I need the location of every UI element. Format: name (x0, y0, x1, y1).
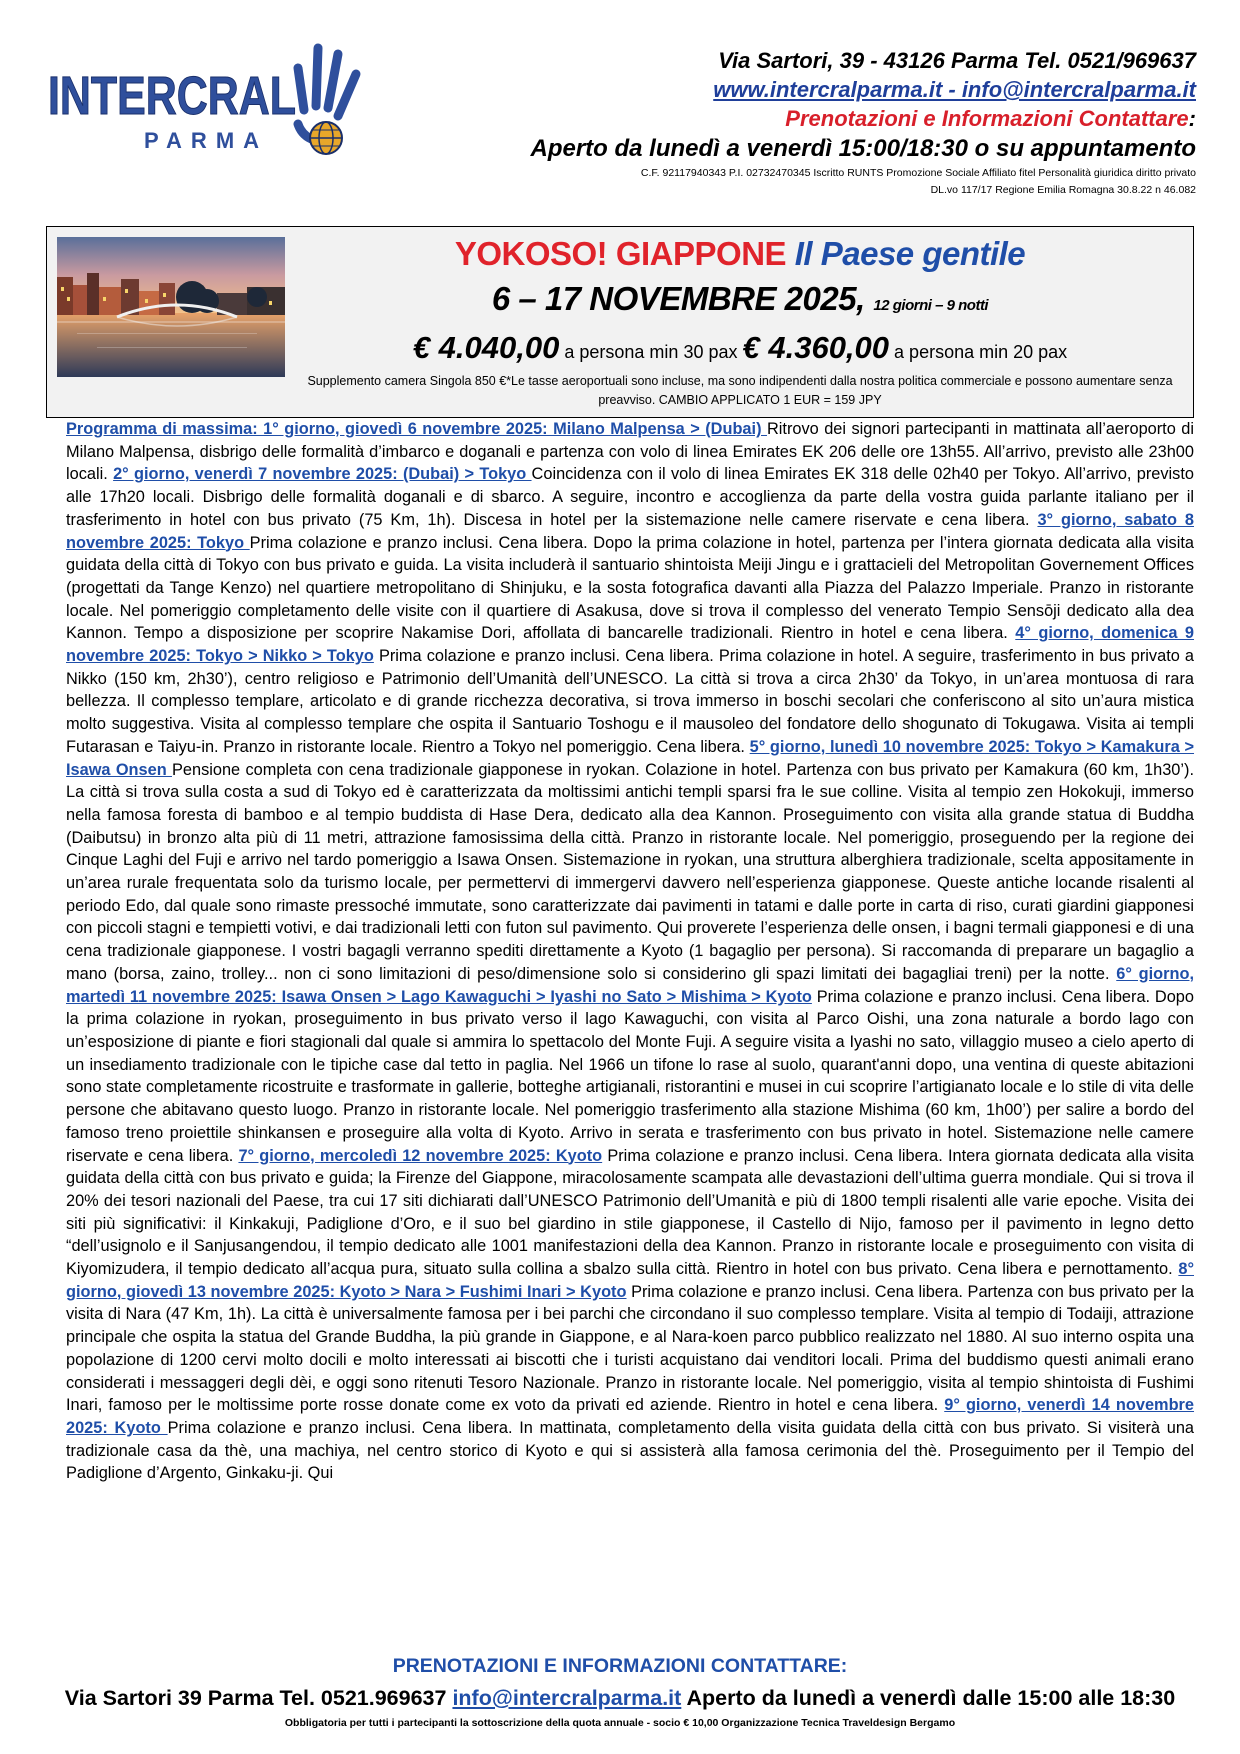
footer-email-link[interactable]: info@intercralparma.it (452, 1686, 682, 1710)
day-2-heading[interactable]: 2° giorno, venerdì 7 novembre 2025: (Dubai) > Tokyo (113, 465, 532, 484)
day-5-text: Pensione completa con cena tradizionale giapponese in ryokan. Colazione in hotel. Partenza con bus privato per Kamakura (60 km, 1h30’). La città si trova sulla costa a sud di Tokyo ed è caratterizzata da moltissimi antichi templi sparsi fra le sue colline. Visita al tempio zen Hokokuji, immerso nella famosa foresta di bamboo e al tempio buddista di Hase Dera, dedicato alla dea Kannon. Proseguimento con visita alla grande statua di Buddha (Daibutsu) in bronzo alta più di 11 metri, attrazione famosissima della città. Pranzo in ristorante locale. Nel pomeriggio, proseguendo per la regione dei Cinque Laghi del Fuji e arrivo nel tardo pomeriggio a Isawa Onsen. Sistemazione in ryokan, una struttura alberghiera tradizionale, scelta appositamente in un’area rurale frequentata solo da turismo locale, per permettervi di immergervi davvero nell’esperienza giapponese. Queste antiche locande risalenti al periodo Edo, dal quale sono rimaste pressoché immutate, sono caratterizzate dai pavimenti in tatami e dalle porte in carta di riso, curati giardini giapponesi con piccoli stagni e tempietti votivi, e dai tradizionali letti con futon sul pavimento. Qui proverete l’esperienza delle onsen, i bagni termali giapponesi e di una cena tradizionale giapponese. I vostri bagagli verranno spediti direttamente a Kyoto (1 bagaglio per persona). Si raccomanda di preparare un bagaglio a mano (borsa, zaino, trolley... non ci sono limitazioni di peso/dimensione solo si considerino gli spazi limitati dei bagagliai treni) per la notte. (66, 760, 1194, 983)
day-6-heading[interactable]: 6° giorno, martedì 11 novembre 2025: Isawa Onsen > Lago Kawaguchi > Iyashi no Sato > Mishima > Kyoto (66, 964, 1194, 1006)
trip-tagline: Il Paese gentile (794, 235, 1026, 272)
logo-subtext: PARMA (144, 128, 269, 153)
day-1-text: Ritrovo dei signori partecipanti in mattinata all’aeroporto di Milano Malpensa, disbrigo delle formalità d’imbarco e doganali e partenza con volo di linea Emirates EK 206 delle ore 13h55. All’arrivo, previsto alle 23h00 locali. (66, 420, 1194, 484)
day-9-text: Prima colazione e pranzo inclusi. Cena libera. In mattinata, completamento della visita guidata della città con bus privato. Si visiterà una tradizionale casa da thè, una machiya, nel centro storico di Kyoto e qui si assisterà alla famosa cerimonia del thè. Proseguimento per il Tempio del Padiglione d’Argento, Ginkaku-ji. Qui (66, 1418, 1194, 1483)
day-1-heading[interactable]: Programma di massima: 1° giorno, giovedì 6 novembre 2025: Milano Malpensa > (Dubai) (66, 420, 767, 438)
footer-address: Via Sartori 39 Parma Tel. 0521.969637 (64, 1686, 453, 1710)
day-6-text: Prima colazione e pranzo inclusi. Cena libera. Dopo la prima colazione in ryokan, proseguimento in bus privato verso il lago Kawaguchi, con visita al Parco Oishi, una zona naturale a bordo lago con un’esposizione di piante e fiori stagionali dal quale si ammira lo spettacolo del Monte Fuji. A seguire visita a Iyashi no sato, villaggio museo a cielo aperto di un insediamento tradizionale con le tipiche case dal tetto in paglia. Nel 1966 un tifone lo rase al suolo, quarant'anni dopo, una ventina di queste abitazioni sono state completamente ricostruite e trasformate in gallerie, botteghe artigianali, ristorantini e musei in cui scoprire l’artigianato locale e lo stile di vita delle persone che abitavano questo luogo. Pranzo in ristorante locale. Nel pomeriggio trasferimento alla stazione Mishima (60 km, 1h00’) per salire a bordo del famoso treno proiettile shinkansen e proseguire alla volta di Kyoto. Arrivo in serata e trasferimento con bus privato in hotel. Sistemazione nelle camere riservate e cena libera. (66, 987, 1194, 1165)
footer-contacts (40, 1681, 1200, 1715)
day-7-heading[interactable]: 7° giorno, mercoledì 12 novembre 2025: Kyoto (238, 1146, 603, 1165)
footer-note: Obbligatoria per tutti i partecipanti la sottoscrizione della quota annuale - socio € 10,00 Organizzazione Tecnica Traveldesign Bergamo (284, 1717, 956, 1729)
footer-heading: PRENOTAZIONI E INFORMAZIONI CONTATTARE: (392, 1655, 848, 1677)
footer-hours: Aperto da lunedì a venerdì dalle 15:00 alle 18:30 (681, 1686, 1176, 1710)
day-8-heading[interactable]: 8° giorno, giovedì 13 novembre 2025: Kyoto > Nara > Fushimi Inari > Kyoto (66, 1260, 1194, 1301)
header-legal-1: C.F. 92117940343 P.I. 02732470345 Iscritto RUNTS Promozione Sociale Affiliato fitel Personalità giuridica diritto privato (640, 167, 1196, 179)
price-30-pax-label: a persona min 30 pax (564, 342, 738, 362)
day-4-heading[interactable]: 4° giorno, domenica 9 novembre 2025: Tokyo > Nikko > Tokyo (66, 624, 1195, 666)
globe-icon (310, 122, 342, 154)
header-web-link[interactable]: www.intercralparma.it - info@intercralparma.it (713, 77, 1196, 102)
price-20-pax: € 4.360,00 (742, 330, 890, 365)
trip-dates-line (297, 277, 1183, 328)
itinerary-text (66, 418, 1194, 1485)
logo-text: INTERCRAL (48, 66, 296, 126)
day-7-text: Prima colazione e pranzo inclusi. Cena libera. Intera giornata dedicata alla visita guidata della città con bus privato e guida; la Firenze del Giappone, miracolosamente scampata alle devastazioni dell’ultima guerra mondiale. Qui si trova il 20% dei tesori nazionali del Paese, tra cui 17 siti dichiarati dall’UNESCO Patrimonio dell’Umanità e più di 1800 templi risalenti alle varie epoche. Visita dei siti più significativi: il Kinkakuji, Padiglione d’Oro, e il suo bel giardino in stile giapponese, il Castello di Nijo, famoso per il pavimento in legno detto “dell’usignolo e il Sanjusangendou, il tempio dedicato alle 1001 manifestazioni della dea Kannon. Pranzo in ristorante locale e proseguimento con visita di Kiyomizudera, il tempio dedicato all’acqua pura, situato sulla collina a sbalzo sulla città. Rientro in hotel con bus privato. Cena libera e pernottamento. (66, 1146, 1194, 1279)
day-3-text: Prima colazione e pranzo inclusi. Cena libera. Dopo la prima colazione in hotel, partenza per l’intera giornata dedicata alla visita guidata della città di Tokyo con bus privato e guida. La visita includerà il santuario shintoista Meiji Jingu e i grattacieli del Metropolitan Governement Offices (progettati da Tange Kenzo) nel quartiere metropolitano di Shinjuku, e la sosta fotografica davanti alla Piazza del Palazzo Imperiale. Pranzo in ristorante locale. Nel pomeriggio completamento delle visite con il quartiere di Asakusa, dove si trova il complesso del venerato Tempio Sensōji dedicato alla dea Kannon. Tempo a disposizione per scoprire Nakamise Dori, affollata di bancarelle tradizionali. Rientro in hotel e cena libera. (66, 533, 1194, 643)
day-2-text: Coincidenza con il volo di linea Emirates EK 318 delle 02h40 per Tokyo. All’arrivo, previsto alle 17h20 locali. Disbrigo delle formalità doganali e di sbarco. A seguire, incontro e accoglienza da parte della vostra guida parlante italiano per il trasferimento in hotel con bus privato (75 Km, 1h). Discesa in hotel per la sistemazione nelle camere riservate e cena libera. (66, 465, 1194, 529)
trip-duration: 12 giorni – 9 notti (873, 297, 989, 314)
price-30-pax: € 4.040,00 (412, 330, 560, 365)
day-5-heading[interactable]: 5° giorno, lunedì 10 novembre 2025: Tokyo > Kamakura > Isawa Onsen (66, 737, 1195, 779)
day-4-text: Prima colazione e pranzo inclusi. Cena libera. Prima colazione in hotel. A seguire, trasferimento in bus privato a Nikko (150 km, 2h30’), centro religioso e Patrimonio dell’Umanità dell’UNESCO. La città si trova a circa 2h30’ da Tokyo, in un’area montuosa di rara bellezza. Il complesso templare, articolato e di grande ricchezza decorativa, si trova immerso in boschi secolari che conferiscono al sito un’aura mistica molto suggestiva. Visita al complesso templare che ospita il Santuario Toshogu e il mausoleo del fondatore dello shogunato di Tokugawa. Visita ai templi Futarasan e Taiyu-in. Pranzo in ristorante locale. Rientro a Tokyo nel pomeriggio. Cena libera. (66, 647, 1194, 756)
trip-title (297, 231, 1183, 277)
header-legal-2: DL.vo 117/17 Regione Emilia Romagna 30.8.22 n 46.082 (930, 184, 1196, 196)
trip-prices (297, 328, 1183, 372)
trip-dates: 6 – 17 NOVEMBRE 2025, (491, 280, 865, 317)
header-hours: Aperto da lunedì a venerdì 15:00/18:30 o su appuntamento (530, 135, 1196, 162)
title-area (297, 227, 1183, 410)
price-note: Supplemento camera Singola 850 €*Le tasse aeroportuali sono incluse, ma sono indipendenti dalla nostra politica commerciale e possono aumentare senza preavviso. CAMBIO APPLICATO 1 EUR = 159 JPY (307, 374, 1173, 407)
header-address: Via Sartori, 39 - 43126 Parma Tel. 0521/969637 (718, 48, 1196, 73)
day-3-heading[interactable]: 3° giorno, sabato 8 novembre 2025: Tokyo (66, 510, 1194, 552)
trip-title-box (46, 226, 1194, 418)
trip-name: YOKOSO! GIAPPONE (454, 235, 787, 272)
header-contact: Prenotazioni e Informazioni Contattare: (785, 106, 1196, 131)
footer (40, 1651, 1200, 1731)
day-9-heading[interactable]: 9° giorno, venerdì 14 novembre 2025: Kyoto (66, 1396, 1195, 1437)
price-20-pax-label: a persona min 20 pax (894, 342, 1068, 362)
day-8-text: Prima colazione e pranzo inclusi. Cena libera. Partenza con bus privato per la visita di Nara (47 Km, 1h). La città è universalmente famosa per i bei parchi che circondano il suo complesso templare. Visita al tempio di Todaiji, attrazione principale che ospita la statua del Grande Buddha, la più grande in Giappone, e al Nara-koen parco pubblico realizzato nel 1880. Al suo interno ospita una popolazione di 1200 cervi molto docili e molto interessati ai biscotti che i turisti acquistano dai venditori locali. Prima del buddismo questi animali erano considerati i messaggeri degli dèi, e oggi sono ritenuti Tesoro Nazionale. Pranzo in ristorante locale. Nel pomeriggio, visita al tempio shintoista di Fushimi Inari, famoso per le moltissime porte rosse donate come ex voto da privati ed aziende. Rientro in hotel e cena libera. (66, 1282, 1195, 1415)
header-contact-text: Prenotazioni e Informazioni Contattare (785, 106, 1189, 131)
city-photo (57, 237, 285, 377)
contact-header (436, 46, 1196, 199)
intercral-logo (46, 40, 366, 175)
